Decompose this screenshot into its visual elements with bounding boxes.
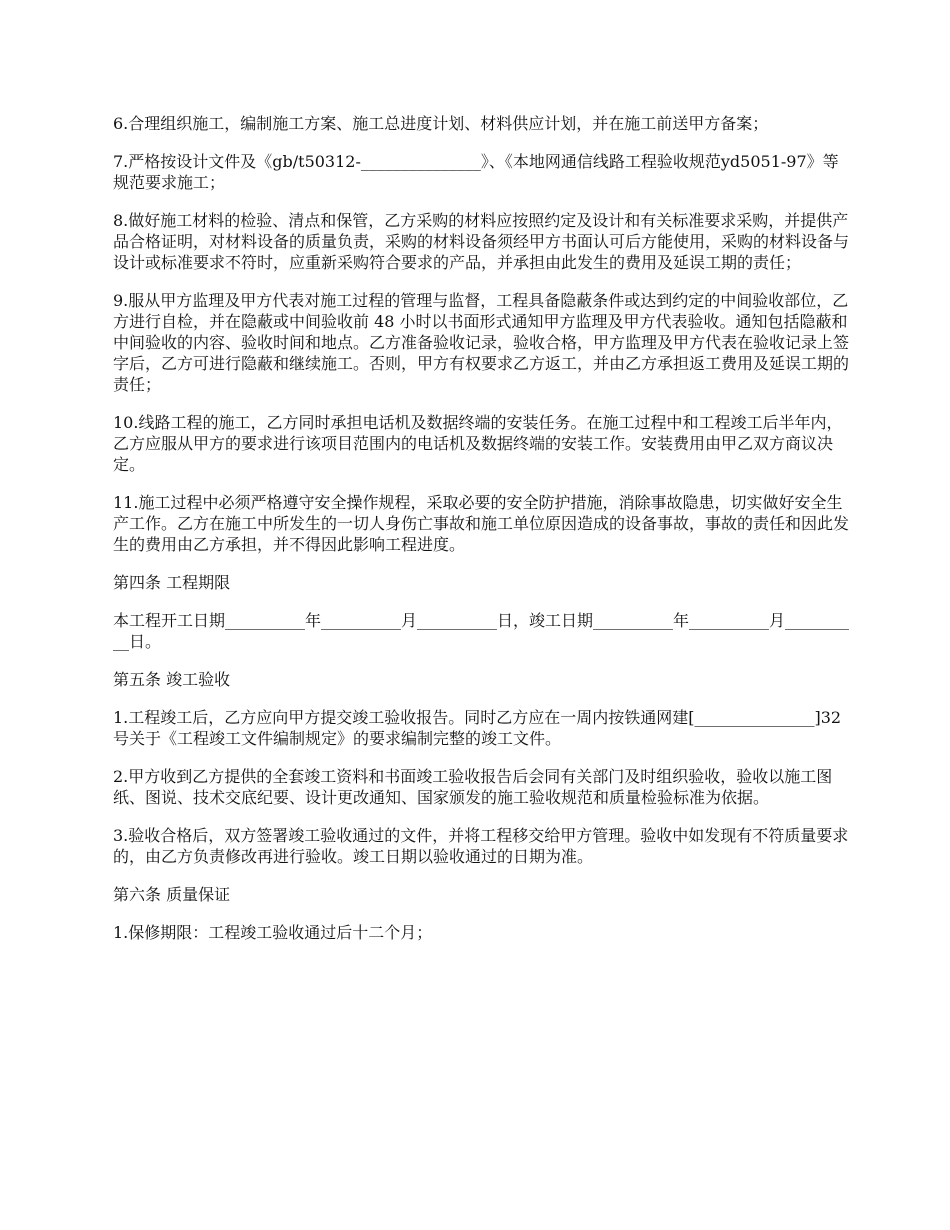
- acceptance-item-2: 2.甲方收到乙方提供的全套竣工资料和书面竣工验收报告后会同有关部门及时组织验收，验收以施工图纸、图说、技术交底纪要、设计更改通知、国家颁发的施工验收规范和质量检验标准为依据。: [113, 767, 833, 807]
- clause-item-9: 9.服从甲方监理及甲方代表对施工过程的管理与监督，工程具备隐蔽条件或达到约定的中间验收部位，乙方进行自检，并在隐蔽或中间验收前 48 小时以书面形式通知甲方监理及甲方代表验收。通知包括隐蔽和中间验收的内容、验收时间和地点。乙方准备验收记录，验收合格，甲方监理及甲方代表在验收记录上签字后，乙方可进行隐蔽和继续施工。否则，甲方有权要求乙方返工，并由乙方承担返工费用及延误工期的责任；: [113, 291, 850, 394]
- section-heading-article-4: 第四条 工程期限: [113, 573, 231, 592]
- acceptance-item-3: 3.验收合格后，双方签署竣工验收通过的文件，并将工程移交给甲方管理。验收中如发现有不符质量要求的，由乙方负责修改再进行验收。竣工日期以验收通过的日期为准。: [113, 826, 849, 866]
- clause-item-6: 6.合理组织施工，编制施工方案、施工总进度计划、材料供应计划，并在施工前送甲方备案；: [113, 114, 769, 133]
- clause-item-10: 10.线路工程的施工，乙方同时承担电话机及数据终端的安装任务。在施工过程中和工程竣工后半年内，乙方应服从甲方的要求进行该项目范围内的电话机及数据终端的安装工作。安装费用由甲乙双方商议决定。: [113, 413, 843, 474]
- construction-period-text: 本工程开工日期__________年__________月__________日，竣工日期__________年__________月__________日。: [113, 611, 850, 651]
- acceptance-item-1: 1.工程竣工后，乙方应向甲方提交竣工验收报告。同时乙方应在一周内按铁通网建[_______________]32 号关于《工程竣工文件编制规定》的要求编制完整的竣工文件。: [113, 708, 847, 748]
- section-heading-article-5: 第五条 竣工验收: [113, 670, 231, 689]
- clause-item-7: 7.严格按设计文件及《gb/t50312-_______________》、《本地网通信线路工程验收规范yd5051-97》等规范要求施工；: [113, 152, 839, 192]
- section-heading-article-6: 第六条 质量保证: [113, 885, 231, 904]
- document-body: [113, 113, 853, 960]
- clause-item-8: 8.做好施工材料的检验、清点和保管，乙方采购的材料应按照约定及设计和有关标准要求采购，并提供产品合格证明，对材料设备的质量负责，采购的材料设备须经甲方书面认可后方能使用，采购的材料设备与设计或标准要求不符时，应重新采购符合要求的产品，并承担由此发生的费用及延误工期的责任；: [113, 211, 850, 272]
- clause-item-11: 11.施工过程中必须严格遵守安全操作规程，采取必要的安全防护措施，消除事故隐患，切实做好安全生产工作。乙方在施工中所发生的一切人身伤亡事故和施工单位原因造成的设备事故，事故的责任和因此发生的费用由乙方承担，并不得因此影响工程进度。: [113, 493, 850, 554]
- warranty-item-1: 1.保修期限：工程竣工验收通过后十二个月；: [113, 923, 433, 942]
